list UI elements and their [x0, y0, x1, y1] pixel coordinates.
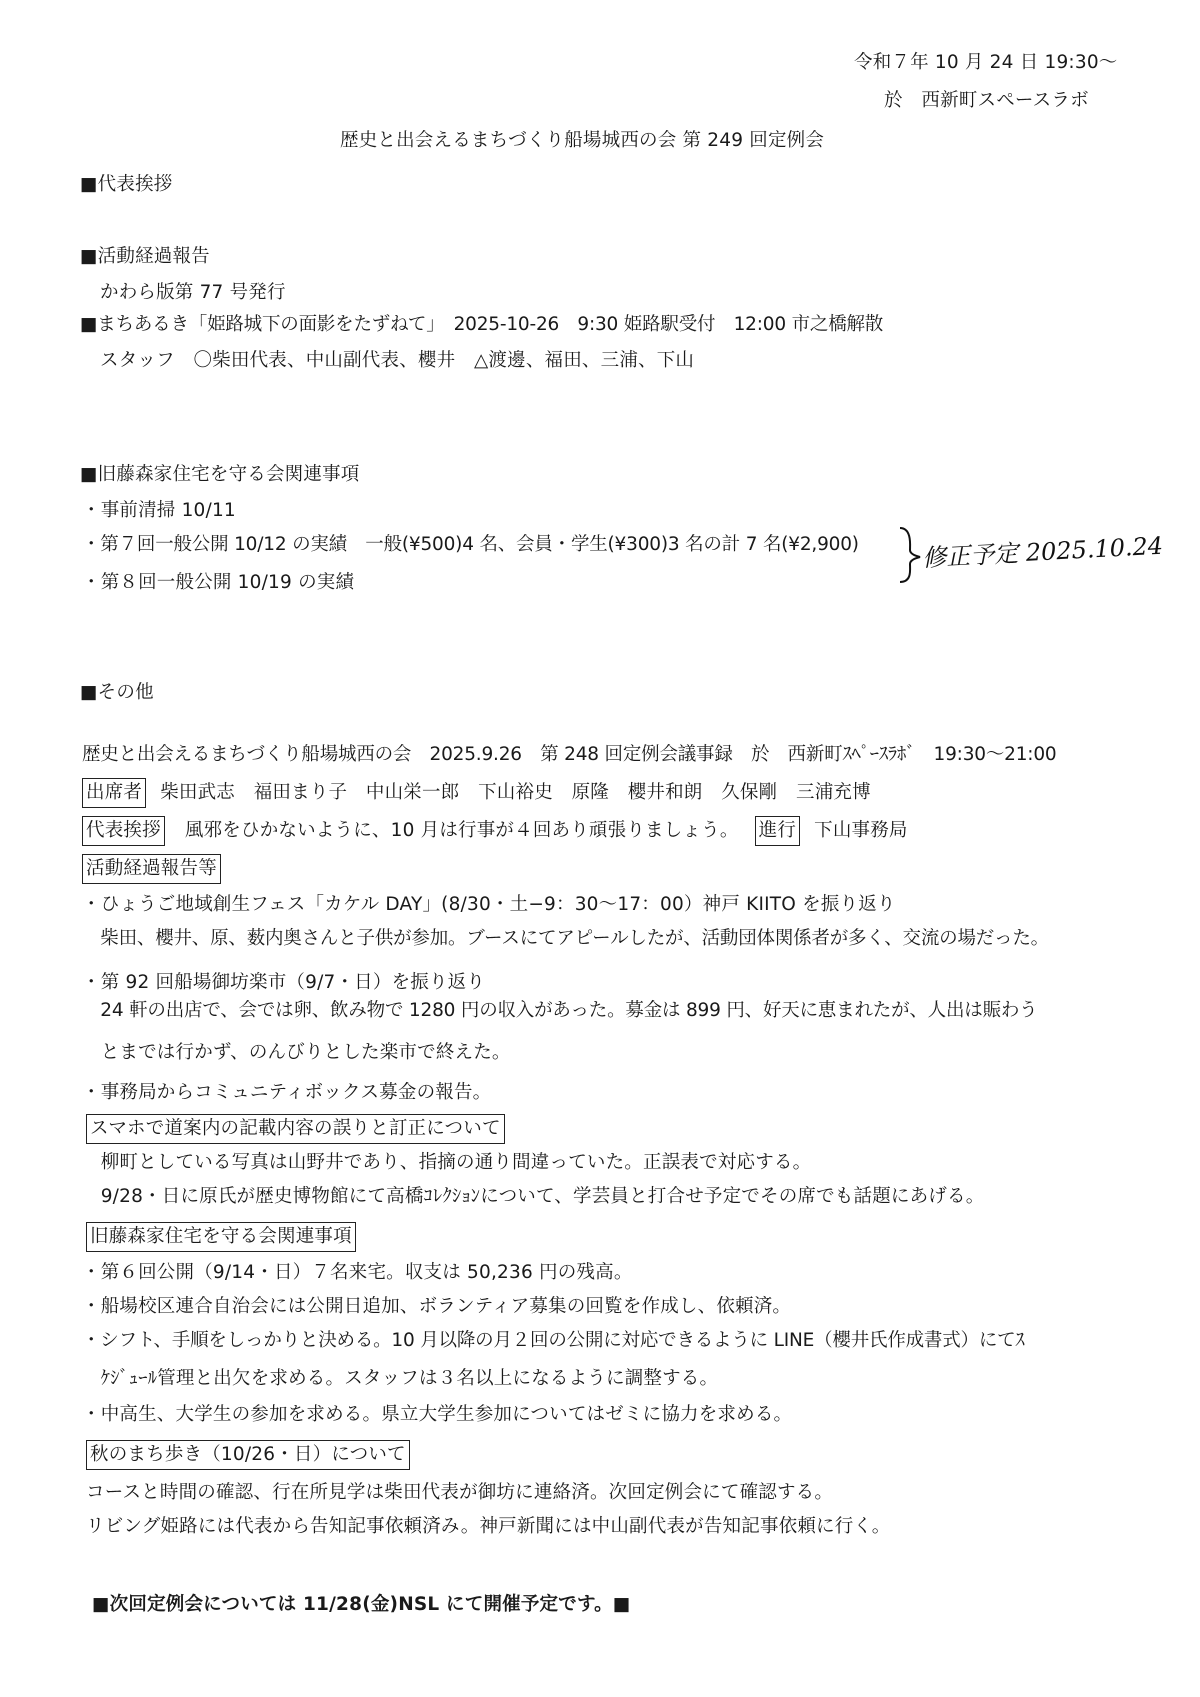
- activity-line: とまでは行かず、のんびりとした楽市で終えた。: [82, 1042, 511, 1063]
- guide-line: 9/28・日に原氏が歴史博物館にて高橋ｺﾚｸｼｮﾝについて、学芸員と打合せ予定でその席でも話題にあげる。: [82, 1186, 985, 1207]
- fujimori-item: ・第８回一般公開 10/19 の実績: [82, 572, 355, 593]
- fujimori-line: ・船場校区連合自治会には公開日追加、ボランティア募集の回覧を作成し、依頼済。: [82, 1296, 792, 1317]
- greeting-heading: ■代表挨拶: [80, 174, 173, 195]
- walk-line: コースと時間の確認、行在所見学は柴田代表が御坊に連絡済。次回定例会にて確認する。: [86, 1482, 834, 1503]
- greeting-row: [82, 822, 908, 841]
- handwritten-note: 修正予定 2025.10.24: [921, 531, 1164, 573]
- fujimori-line: ｹｼﾞｭｰﾙ管理と出欠を求める。スタッフは３名以上になるように調整する。: [82, 1368, 719, 1389]
- fujimori-line: ・中高生、大学生の参加を求める。県立大学生参加についてはゼミに協力を求める。: [82, 1404, 793, 1425]
- activity-item: かわら版第 77 号発行: [100, 282, 286, 303]
- activity-label: 活動経過報告等: [82, 854, 221, 884]
- chair-value: 下山事務局: [814, 820, 908, 841]
- handwritten-brace-icon: [894, 524, 924, 584]
- attendees-list: 柴田武志 福田まり子 中山栄一郎 下山裕史 原隆 櫻井和朗 久保剛 三浦充博: [160, 782, 871, 803]
- meeting-title: 歴史と出会えるまちづくり船場城西の会 第 249 回定例会: [340, 130, 825, 151]
- walk-event-line: ■まちあるき「姫路城下の面影をたずねて」 2025-10-26 9:30 姫路駅受付 12:00 市之橋解散: [80, 314, 884, 335]
- guide-label: スマホで道案内の記載内容の誤りと訂正について: [86, 1114, 505, 1144]
- activity-line: ・第 92 回船場御坊楽市（9/7・日）を振り返り: [82, 972, 486, 993]
- activity-label-row: [82, 860, 221, 879]
- fujimori-line: ・シフト、手順をしっかりと決める。10 月以降の月２回の公開に対応できるように LINE（櫻井氏作成書式）にてｽ: [82, 1330, 1025, 1351]
- greeting-label: 代表挨拶: [82, 816, 165, 846]
- fujimori-line: ・第６回公開（9/14・日）７名来宅。収支は 50,236 円の残高。: [82, 1262, 633, 1283]
- fujimori-label-row: [86, 1228, 356, 1247]
- guide-label-row: [86, 1120, 505, 1139]
- fujimori-item: ・第７回一般公開 10/12 の実績 一般(¥500)4 名、会員・学生(¥300)3 名の計 7 名(¥2,900): [82, 534, 859, 555]
- attendees-row: [82, 784, 871, 803]
- activity-line: 柴田、櫻井、原、薮内奥さんと子供が参加。ブースにてアピールしたが、活動団体関係者が多く、交流の場だった。: [82, 928, 1049, 949]
- walk-label-row: [86, 1446, 410, 1465]
- fujimori-label: 旧藤森家住宅を守る会関連事項: [86, 1222, 356, 1252]
- walk-label: 秋のまち歩き（10/26・日）について: [86, 1440, 410, 1470]
- next-meeting-footer: ■次回定例会については 11/28(金)NSL にて開催予定です。■: [92, 1594, 631, 1615]
- meeting-date-time: 令和７年 10 月 24 日 19:30〜: [854, 52, 1118, 73]
- greeting-text: 風邪をひかないように、10 月は行事が４回あり頑張りましょう。: [184, 820, 739, 841]
- walk-staff-line: スタッフ 〇柴田代表、中山副代表、櫻井 △渡邊、福田、三浦、下山: [100, 350, 695, 371]
- other-heading: ■その他: [80, 682, 154, 703]
- minutes-header-line: 歴史と出会えるまちづくり船場城西の会 2025.9.26 第 248 回定例会議事録 於 西新町ｽﾍﾟｰｽﾗﾎﾞ 19:30〜21:00: [82, 744, 1057, 765]
- fujimori-item: ・事前清掃 10/11: [82, 500, 236, 521]
- guide-line: 柳町としている写真は山野井であり、指摘の通り間違っていた。正誤表で対応する。: [82, 1152, 812, 1173]
- chair-label: 進行: [755, 816, 800, 846]
- activity-line: 24 軒の出店で、会では卵、飲み物で 1280 円の収入があった。募金は 899 円、好天に恵まれたが、人出は賑わう: [82, 1000, 1038, 1021]
- walk-line: リビング姫路には代表から告知記事依頼済み。神戸新聞には中山副代表が告知記事依頼に行く。: [86, 1516, 891, 1537]
- activity-line: ・事務局からコミュニティボックス募金の報告。: [82, 1082, 492, 1103]
- activity-heading: ■活動経過報告: [80, 246, 210, 267]
- fujimori-heading: ■旧藤森家住宅を守る会関連事項: [80, 464, 360, 485]
- activity-line: ・ひょうご地域創生フェス「カケル DAY」(8/30・土−9：30〜17：00）神戸 KIITO を振り返り: [82, 894, 896, 915]
- attendees-label: 出席者: [82, 778, 146, 808]
- meeting-venue: 於 西新町スペースラボ: [884, 90, 1089, 111]
